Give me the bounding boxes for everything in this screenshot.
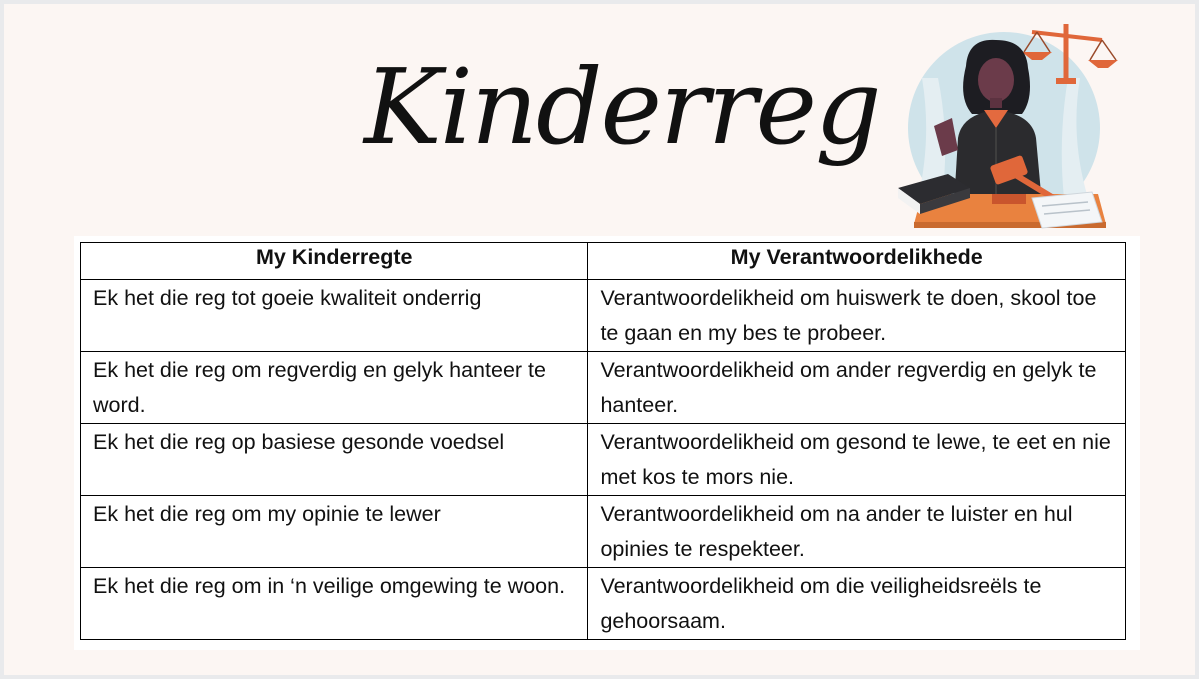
right-cell: Ek het die reg op basiese gesonde voedsel [81, 424, 588, 496]
responsibility-cell: Verantwoordelikheid om gesond te lewe, te eet en nie met kos te mors nie. [588, 424, 1126, 496]
right-cell: Ek het die reg om regverdig en gelyk hanteer te word. [81, 352, 588, 424]
judge-illustration [892, 18, 1124, 232]
responsibility-cell: Verantwoordelikheid om na ander te luister en hul opinies te respekteer. [588, 496, 1126, 568]
responsibility-cell: Verantwoordelikheid om huiswerk te doen, skool toe te gaan en my bes te probeer. [588, 280, 1126, 352]
table-row [81, 352, 1126, 424]
rights-table-container [74, 236, 1140, 650]
responsibility-cell: Verantwoordelikheid om ander regverdig en gelyk te hanteer. [588, 352, 1126, 424]
right-cell: Ek het die reg om my opinie te lewer [81, 496, 588, 568]
table-row [81, 568, 1126, 640]
header-rights: My Kinderregte [81, 243, 588, 280]
page-title: Kinderreg [364, 46, 880, 168]
table-row [81, 496, 1126, 568]
table-row [81, 424, 1126, 496]
responsibility-cell: Verantwoordelikheid om die veiligheidsreëls te gehoorsaam. [588, 568, 1126, 640]
right-cell: Ek het die reg om in ‘n veilige omgewing te woon. [81, 568, 588, 640]
header-responsibilities: My Verantwoordelikhede [588, 243, 1126, 280]
rights-table [80, 242, 1126, 640]
right-cell: Ek het die reg tot goeie kwaliteit onderrig [81, 280, 588, 352]
table-row [81, 280, 1126, 352]
table-header-row [81, 243, 1126, 280]
slide [4, 4, 1195, 675]
